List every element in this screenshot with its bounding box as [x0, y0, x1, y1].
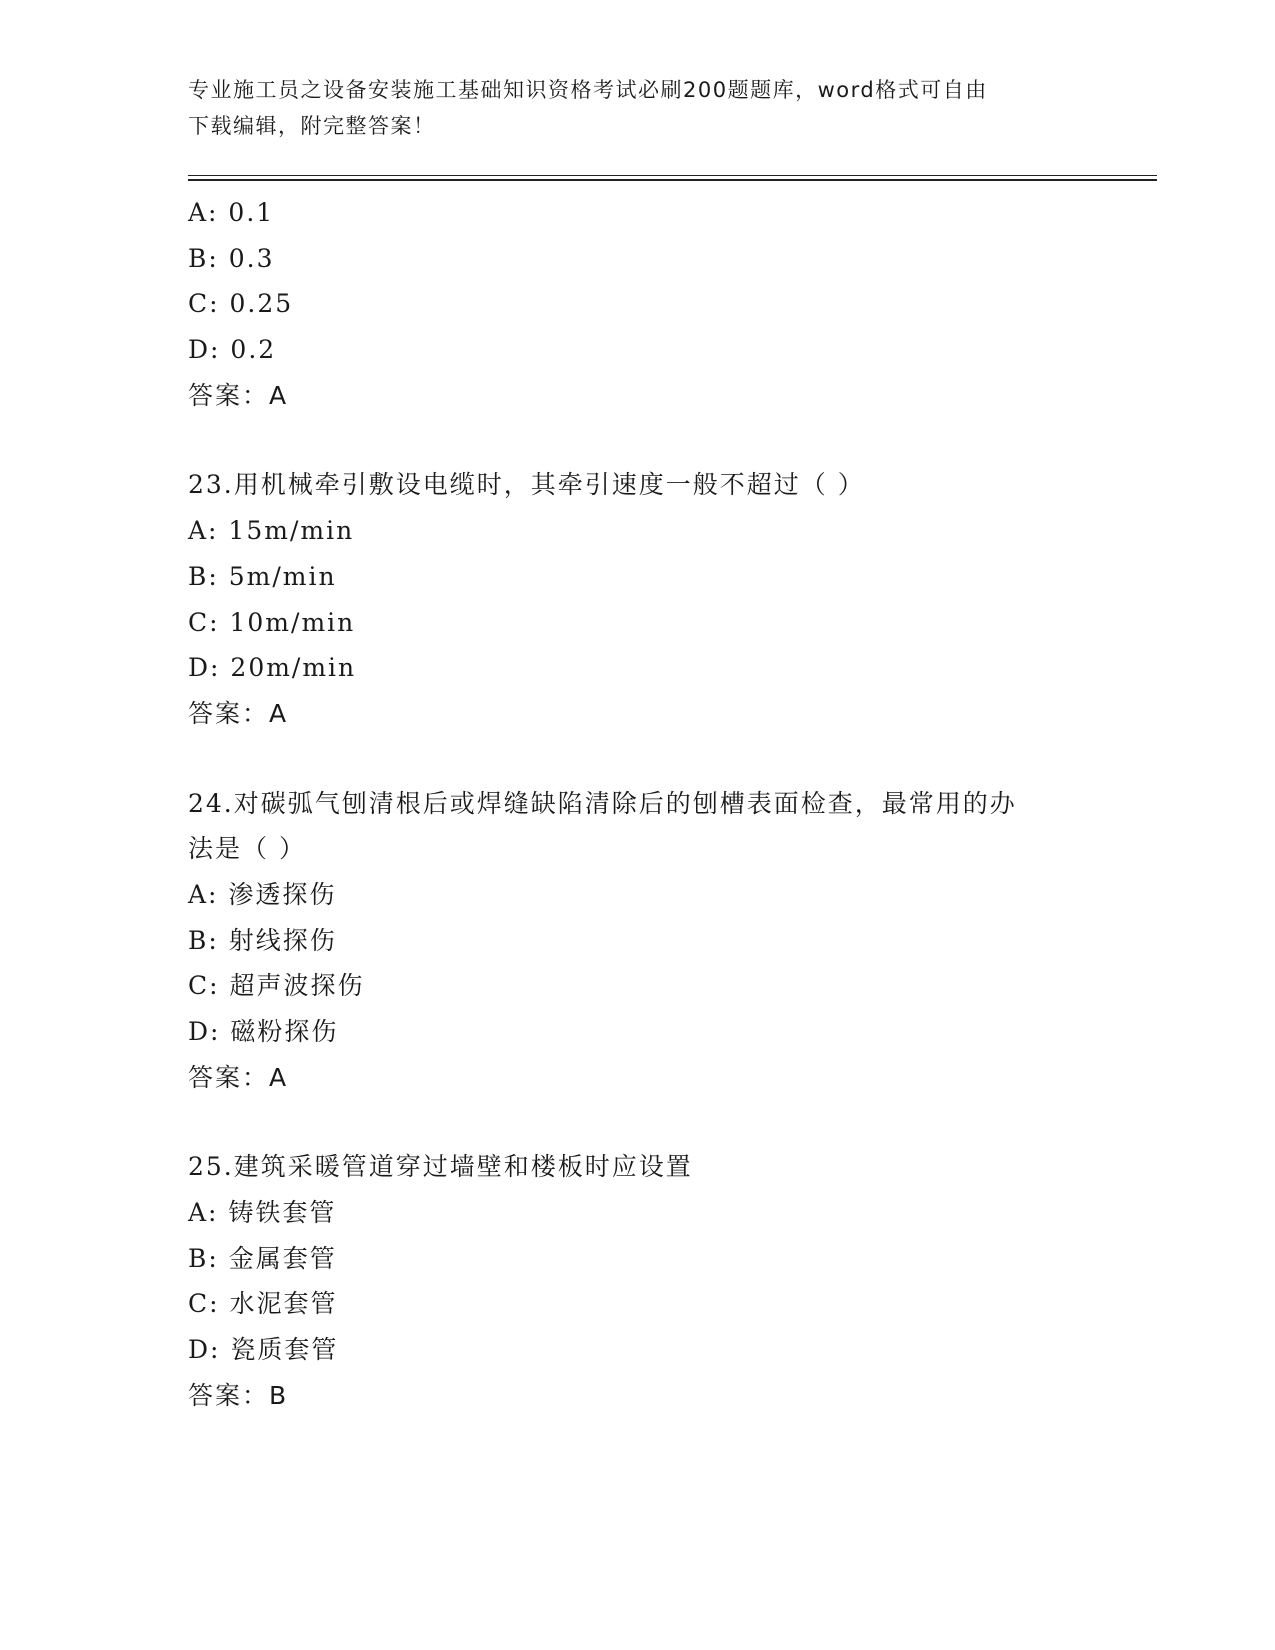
option-b: B: 金属套管	[188, 1243, 337, 1273]
question-24	[188, 782, 1088, 1102]
spacer	[188, 738, 1088, 782]
option-c: C: 超声波探伤	[188, 971, 365, 1001]
option-a: A: 0.1	[188, 198, 275, 227]
header-line-1: 专业施工员之设备安装施工基础知识资格考试必刷200题题库，word格式可自由	[188, 78, 988, 102]
option-a: A: 15m/min	[188, 516, 355, 546]
question-text-line-1: 24.对碳弧气刨清根后或焊缝缺陷清除后的刨槽表面检查，最常用的办	[188, 788, 1017, 818]
option-b: B: 5m/min	[188, 561, 337, 591]
option-d: D: 20m/min	[188, 653, 357, 683]
answer-line: 答案：A	[188, 698, 289, 728]
question-23	[188, 463, 1088, 737]
option-d: D: 磁粉探伤	[188, 1017, 339, 1046]
option-b: B: 射线探伤	[188, 925, 337, 955]
question-text-line-2: 法是（ ）	[188, 834, 306, 864]
document-header	[188, 72, 1088, 144]
answer-line: 答案：A	[188, 1062, 289, 1092]
header-line-2: 下载编辑，附完整答案！	[188, 114, 436, 138]
question-text: 23.用机械牵引敷设电缆时，其牵引速度一般不超过（ ）	[188, 470, 865, 500]
option-c: C: 10m/min	[188, 607, 356, 637]
option-c: C: 0.25	[188, 289, 294, 319]
question-text: 25.建筑采暖管道穿过墙壁和楼板时应设置	[188, 1152, 693, 1182]
question-list	[188, 191, 1088, 1420]
option-a: A: 铸铁套管	[188, 1198, 337, 1228]
option-b: B: 0.3	[188, 243, 275, 273]
option-d: D: 0.2	[188, 335, 277, 365]
answer-line: 答案：A	[188, 380, 289, 410]
option-a: A: 渗透探伤	[188, 879, 337, 909]
header-divider-thin	[188, 175, 1157, 176]
answer-line: 答案：B	[188, 1380, 289, 1410]
option-d: D: 瓷质套管	[188, 1335, 339, 1365]
spacer	[188, 419, 1088, 463]
option-c: C: 水泥套管	[188, 1289, 338, 1319]
spacer	[188, 1101, 1088, 1145]
header-divider-thick	[188, 179, 1157, 181]
question-22	[188, 191, 1088, 419]
question-25	[188, 1145, 1088, 1419]
